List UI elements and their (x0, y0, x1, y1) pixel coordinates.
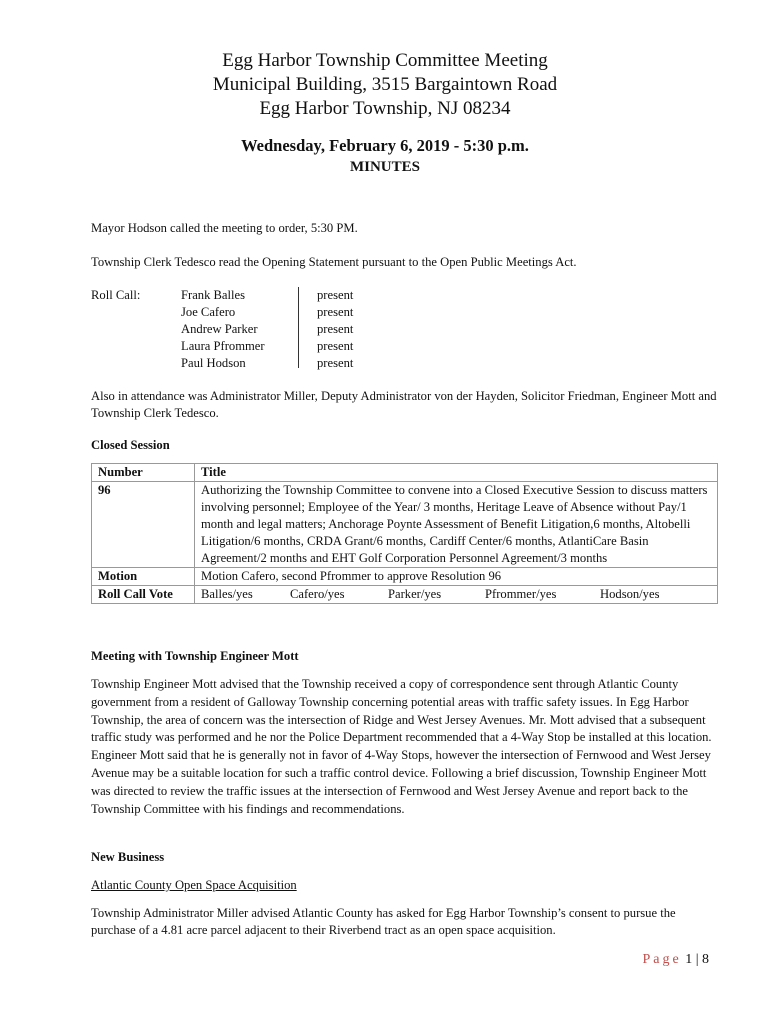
resolution-title: Authorizing the Township Committee to convene into a Closed Executive Session to discuss matters involving personnel; Employee of the Year/ 3 months, Heritage Leave of Absence without Pay/1 month and legal matters; Anchorage Poynte Assessment of Benefit Litigation,6 months, Altobelli Litigation/6 months, CRDA Grant/6 months, Cardiff Center/6 months, AtlantiCare Basin Agreement/2 months and EHT Golf Corporation Personnel Agreement/3 months (195, 482, 718, 568)
attendance-paragraph: Also in attendance was Administrator Miller, Deputy Administrator von der Hayden, Solicitor Friedman, Engineer Mott and Township Clerk Tedesco. (91, 389, 717, 420)
closed-session-table (91, 463, 718, 604)
header-city: Egg Harbor Township, NJ 08234 (259, 98, 511, 119)
header-title: Egg Harbor Township Committee Meeting (222, 50, 548, 71)
vote-entry: Parker/yes (388, 587, 442, 601)
opening-statement: Township Clerk Tedesco read the Opening Statement pursuant to the Open Public Meetings Act. (91, 255, 577, 269)
new-business-heading: New Business (91, 850, 165, 864)
engineer-paragraph: Township Engineer Mott advised that the Township received a copy of correspondence sent through Atlantic County government from a resident of Galloway Township concerning potential areas with traffic safety issues. In Egg Harbor Township, the area of concern was the intersection of Ridge and West Jersey Avenues. Mr. Mott advised that a subsequent traffic study was performed and he nor the Police Department recommended that a 4-Way Stop be installed at this location. Engineer Mott said that he is generally not in favor of 4-Way Stops, however the intersection of Fernwood and West Jersey Avenue may be a suitable location for such a traffic control device. Following a brief discussion, Township Engineer Mott was directed to review the traffic issues at the intersection of Fernwood and West Jersey Avenue and report back to the Township Committee with his findings and recommendations. (91, 677, 712, 816)
open-space-subheading: Atlantic County Open Space Acquisition (91, 878, 297, 892)
closed-session-heading: Closed Session (91, 438, 170, 452)
roll-call-status: present (317, 288, 354, 302)
vote-entry: Balles/yes (201, 587, 253, 601)
table-row (92, 568, 718, 586)
call-to-order: Mayor Hodson called the meeting to order, 5:30 PM. (91, 221, 358, 235)
motion-label: Motion (92, 568, 195, 586)
table-header-row (92, 464, 718, 482)
engineer-heading: Meeting with Township Engineer Mott (91, 649, 299, 663)
doc-type: MINUTES (349, 159, 420, 175)
resolution-number: 96 (92, 482, 195, 568)
meeting-date: Wednesday, February 6, 2019 - 5:30 p.m. (241, 136, 529, 155)
table-row (92, 586, 718, 604)
column-header-number: Number (92, 464, 195, 482)
vote-entry: Pfrommer/yes (485, 587, 557, 601)
roll-call-name: Joe Cafero (181, 305, 236, 319)
page-number: 1 (685, 952, 693, 967)
roll-call-divider (298, 287, 299, 368)
roll-call-name: Andrew Parker (181, 322, 258, 336)
roll-call-name: Laura Pfrommer (181, 339, 265, 353)
roll-call-status: present (317, 305, 354, 319)
page-word: Page (642, 952, 682, 967)
roll-call-name: Frank Balles (181, 288, 246, 302)
vote-entry: Cafero/yes (290, 587, 345, 601)
motion-text: Motion Cafero, second Pfrommer to approve Resolution 96 (195, 568, 718, 586)
roll-call-status: present (317, 339, 354, 353)
roll-call-vote-label: Roll Call Vote (92, 586, 195, 604)
page-total: 8 (702, 952, 709, 967)
roll-call-label: Roll Call: (91, 288, 141, 302)
roll-call-status: present (317, 356, 354, 370)
column-header-title: Title (195, 464, 718, 482)
vote-entry: Hodson/yes (600, 587, 660, 601)
roll-call-votes (195, 586, 718, 604)
page-footer (642, 951, 709, 969)
open-space-paragraph: Township Administrator Miller advised Atlantic County has asked for Egg Harbor Township’s consent to pursue the purchase of a 4.81 acre parcel adjacent to their Riverbend tract as an open space acquisition. (91, 906, 676, 937)
header-address: Municipal Building, 3515 Bargaintown Road (212, 74, 558, 95)
page-separator: | (695, 952, 699, 967)
roll-call-status: present (317, 322, 354, 336)
table-row (92, 482, 718, 568)
roll-call-name: Paul Hodson (181, 356, 246, 370)
